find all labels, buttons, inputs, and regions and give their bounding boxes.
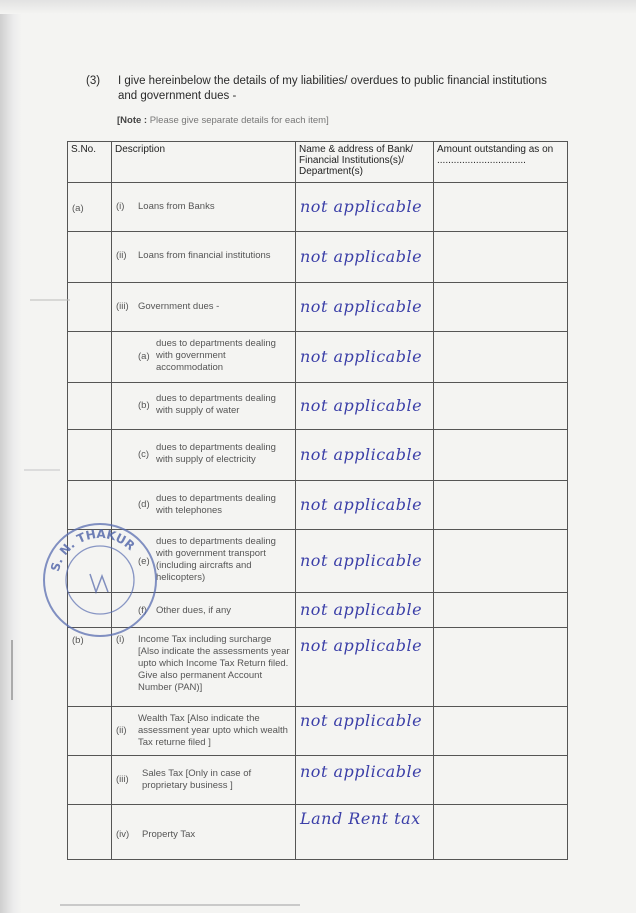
- table-row: [68, 183, 568, 232]
- row-description: dues to departments dealing with government transport (including aircrafts and helicopters): [156, 536, 276, 583]
- table-row: [68, 430, 568, 481]
- table-row: [68, 232, 568, 283]
- table-row: [68, 481, 568, 530]
- scan-edge-top: [0, 0, 636, 14]
- amount-cell: [434, 593, 568, 628]
- row-number: (iii): [116, 774, 129, 785]
- row-number: (d): [138, 499, 150, 510]
- row-number: (i): [116, 201, 125, 212]
- bank-cell: [296, 756, 434, 805]
- amount-cell: [434, 628, 568, 707]
- table-row: [68, 628, 568, 707]
- row-description: dues to departments dealing with government accommodation: [156, 338, 276, 373]
- handwritten-entry: not applicable: [300, 247, 423, 266]
- table-header-row: [68, 142, 568, 183]
- row-number: (ii): [116, 250, 127, 261]
- bank-cell: [296, 283, 434, 332]
- row-number: (b): [138, 400, 150, 411]
- desc-cell: [112, 593, 296, 628]
- bank-cell: [296, 183, 434, 232]
- table-row: [68, 593, 568, 628]
- row-description: Income Tax including surcharge [Also indicate the assessments year upto which Income Tax Return filed. Give also permanent Account Number (PAN)]: [138, 634, 290, 693]
- desc-cell: [112, 481, 296, 530]
- bank-cell: [296, 232, 434, 283]
- bank-cell: [296, 805, 434, 860]
- table-row: [68, 530, 568, 593]
- amount-cell: [434, 332, 568, 383]
- amount-cell: [434, 805, 568, 860]
- amount-cell: [434, 383, 568, 430]
- group-b-label: (b): [72, 635, 84, 646]
- amount-cell: [434, 232, 568, 283]
- handwritten-entry: not applicable: [300, 297, 423, 316]
- stamp-text: S. N. THAKUR: [47, 526, 138, 573]
- header-amount-text: Amount outstanding as on ................................: [437, 144, 554, 166]
- sno-cell: [68, 481, 112, 530]
- table-row: [68, 707, 568, 756]
- row-description: Loans from Banks: [138, 201, 215, 212]
- bank-cell: [296, 593, 434, 628]
- amount-cell: [434, 530, 568, 593]
- desc-cell: [112, 383, 296, 430]
- note-line: [117, 115, 329, 126]
- group-a-label: (a): [72, 203, 84, 214]
- bank-cell: [296, 332, 434, 383]
- handwritten-entry: Land Rent tax: [300, 809, 421, 828]
- handwritten-entry: not applicable: [300, 396, 423, 415]
- row-number: (f): [138, 605, 147, 616]
- row-number: (a): [138, 351, 150, 362]
- desc-cell: [112, 232, 296, 283]
- sno-cell: [68, 283, 112, 332]
- handwritten-entry: not applicable: [300, 636, 423, 655]
- bank-cell: [296, 481, 434, 530]
- table-row: [68, 283, 568, 332]
- sno-cell: [68, 530, 112, 593]
- row-number: (iv): [116, 829, 130, 840]
- desc-cell: [112, 756, 296, 805]
- desc-cell: [112, 430, 296, 481]
- header-description: Description: [112, 142, 296, 183]
- header-amount: [434, 142, 568, 183]
- sno-cell: [68, 332, 112, 383]
- desc-cell: [112, 805, 296, 860]
- sno-cell: [68, 430, 112, 481]
- section-text: I give hereinbelow the details of my liabilities/ overdues to public financial institutions and government dues -: [118, 75, 547, 102]
- row-number: (iii): [116, 301, 129, 312]
- handwritten-entry: not applicable: [300, 445, 423, 464]
- liabilities-table: [67, 141, 568, 860]
- section-number: (3): [86, 75, 101, 87]
- handwritten-entry: not applicable: [300, 197, 423, 216]
- desc-cell: [112, 628, 296, 707]
- row-description: dues to departments dealing with supply of electricity: [156, 442, 276, 465]
- bank-cell: [296, 383, 434, 430]
- handwritten-entry: not applicable: [300, 762, 423, 781]
- handwritten-entry: not applicable: [300, 600, 423, 619]
- sno-cell: [68, 383, 112, 430]
- table-row: [68, 756, 568, 805]
- header-sno: S.No.: [68, 142, 112, 183]
- sno-cell: [68, 628, 112, 707]
- sno-cell: [68, 183, 112, 232]
- handwritten-entry: not applicable: [300, 495, 423, 514]
- bank-cell: [296, 707, 434, 756]
- bank-cell: [296, 628, 434, 707]
- amount-cell: [434, 430, 568, 481]
- row-description: Loans from financial institutions: [138, 250, 271, 261]
- amount-cell: [434, 283, 568, 332]
- table-row: [68, 383, 568, 430]
- row-number: (ii): [116, 725, 127, 736]
- row-number: (e): [138, 556, 150, 567]
- desc-cell: [112, 183, 296, 232]
- desc-cell: [112, 530, 296, 593]
- row-description: Property Tax: [142, 829, 196, 840]
- handwritten-entry: not applicable: [300, 551, 423, 570]
- row-number: (c): [138, 449, 150, 460]
- row-description: dues to departments dealing with supply of water: [156, 393, 276, 416]
- header-bank: Name & address of Bank/ Financial Institutions(s)/ Department(s): [296, 142, 434, 183]
- sno-cell: [68, 756, 112, 805]
- row-description: Wealth Tax [Also indicate the assessment year upto which wealth Tax returne filed ]: [138, 713, 288, 748]
- row-number: (i): [116, 634, 125, 645]
- row-description: dues to departments dealing with telephones: [156, 493, 276, 516]
- row-description: Sales Tax [Only in case of proprietary business ]: [142, 768, 252, 791]
- handwritten-entry: not applicable: [300, 347, 423, 366]
- desc-cell: [112, 332, 296, 383]
- sno-cell: [68, 232, 112, 283]
- amount-cell: [434, 481, 568, 530]
- note-label: [Note :: [117, 115, 148, 126]
- table-row: [68, 332, 568, 383]
- row-description: Other dues, if any: [156, 605, 231, 616]
- amount-cell: [434, 183, 568, 232]
- amount-cell: [434, 707, 568, 756]
- scan-edge-left: [0, 0, 22, 913]
- row-description: Government dues -: [138, 301, 220, 312]
- handwritten-entry: not applicable: [300, 711, 423, 730]
- table-row: [68, 805, 568, 860]
- sno-cell: [68, 593, 112, 628]
- bank-cell: [296, 530, 434, 593]
- amount-cell: [434, 756, 568, 805]
- sno-cell: [68, 805, 112, 860]
- note-text: Please give separate details for each item]: [149, 115, 329, 126]
- desc-cell: [112, 707, 296, 756]
- desc-cell: [112, 283, 296, 332]
- bank-cell: [296, 430, 434, 481]
- sno-cell: [68, 707, 112, 756]
